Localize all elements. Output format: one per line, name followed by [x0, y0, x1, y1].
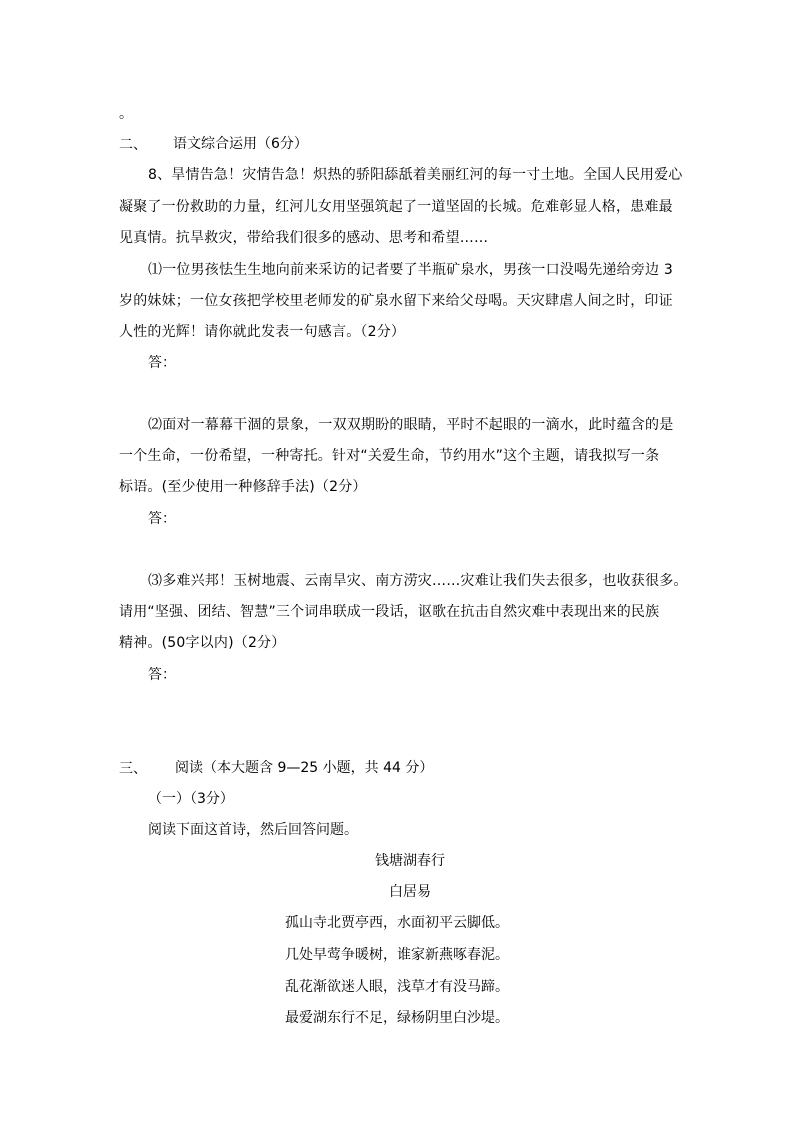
q8-intro-line: 凝聚了一份救助的力量，红河儿女用坚强筑起了一道坚固的长城。危难彰显人格，患难最	[119, 199, 673, 215]
poem-line: 乱花渐欲迷人眼，浅草才有没马蹄。	[285, 979, 509, 995]
poem-line: 几处早莺争暖树，谁家新燕啄春泥。	[285, 947, 509, 963]
q8-part2-line: 标语。(至少使用一种修辞手法)（2分）	[119, 479, 367, 495]
poem-title: 钱塘湖春行	[375, 853, 445, 869]
top-mark: 。	[119, 106, 133, 122]
q8-part1-answer-label: 答：	[148, 355, 176, 371]
q8-intro-line: 8、旱情告急！灾情告急！炽热的骄阳舔舐着美丽红河的每一寸土地。全国人民用爱心	[148, 167, 683, 183]
poem-line: 最爱湖东行不足，绿杨阴里白沙堤。	[285, 1010, 509, 1026]
q8-part1-line: 人性的光辉！请你就此发表一句感言。（2分）	[119, 324, 406, 340]
section-3-number: 三、	[119, 761, 147, 777]
q8-part2-answer-label: 答：	[148, 511, 176, 527]
q8-part2-line: ⑵面对一幕幕干涸的景象，一双双期盼的眼睛，平时不起眼的一滴水，此时蕴含的是	[148, 417, 674, 433]
q8-intro-line: 见真情。抗旱救灾，带给我们很多的感动、思考和希望……	[119, 230, 489, 246]
section-3-instruction: 阅读下面这首诗，然后回答问题。	[148, 822, 358, 838]
q8-part2-line: 一个生命，一份希望，一种寄托。针对“关爱生命，节约用水”这个主题，请我拟写一条	[119, 448, 660, 464]
section-2-title: 语文综合运用（6分）	[173, 136, 308, 152]
section-3-subheading: （一）（3分）	[148, 791, 234, 807]
q8-part1-line: ⑴一位男孩怯生生地向前来采访的记者要了半瓶矿泉水，男孩一口没喝先递给旁边 3	[148, 262, 673, 278]
q8-part3-answer-label: 答：	[148, 667, 176, 683]
section-2-number: 二、	[119, 137, 147, 153]
section-3-title: 阅读（本大题含 9—25 小题，共 44 分）	[175, 760, 434, 776]
poem-author: 白居易	[389, 884, 431, 900]
q8-part3-line: ⑶多难兴邦！玉树地震、云南旱灾、南方涝灾……灾难让我们失去很多，也收获很多。	[148, 573, 688, 589]
q8-part1-line: 岁的妹妹；一位女孩把学校里老师发的矿泉水留下来给父母喝。天灾肆虐人间之时，印证	[119, 293, 673, 309]
q8-part3-line: 精神。(50字以内)（2分）	[119, 635, 286, 651]
poem-line: 孤山寺北贾亭西，水面初平云脚低。	[285, 915, 509, 931]
q8-part3-line: 请用“坚强、团结、智慧”三个词串联成一段话，讴歌在抗击自然灾难中表现出来的民族	[119, 604, 660, 620]
